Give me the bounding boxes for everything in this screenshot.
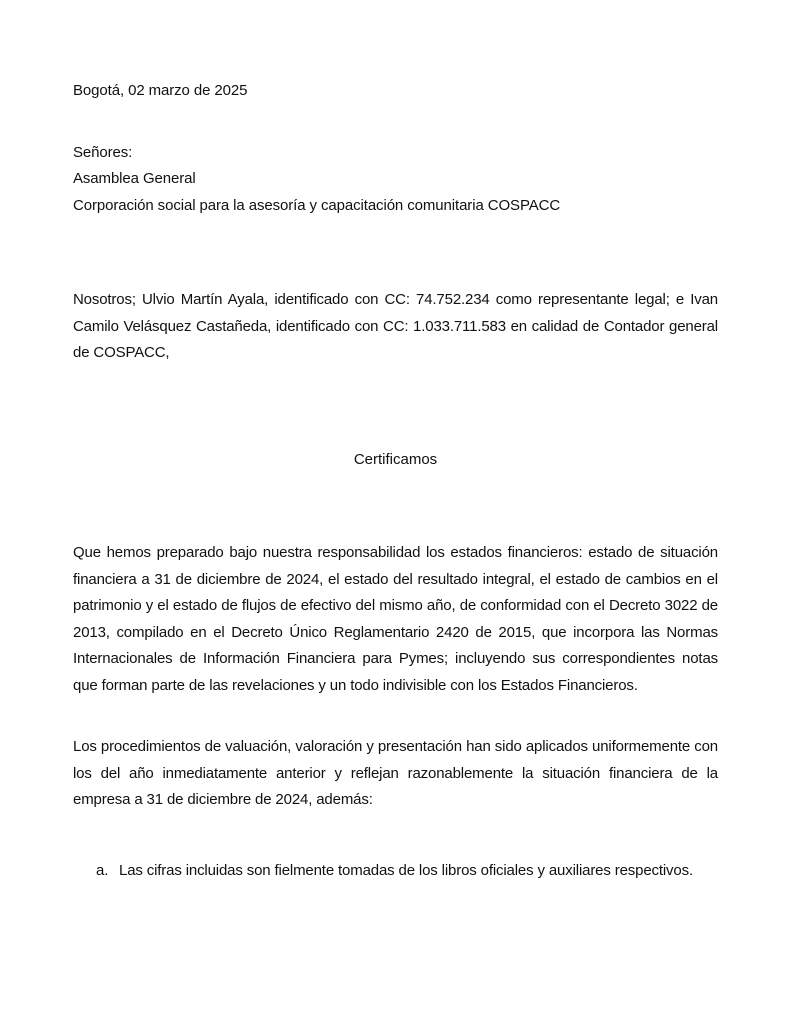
- recipient-salutation: Señores:: [73, 144, 133, 161]
- list-item: [96, 862, 693, 880]
- intro-paragraph: Nosotros; Ulvio Martín Ayala, identificado con CC: 74.752.234 como representante legal; e Ivan Camilo Velásquez Castañeda, identificado con CC: 1.033.711.583 en calidad de Contador general de COSPACC,: [73, 291, 718, 361]
- list-item-text: Las cifras incluidas son fielmente tomadas de los libros oficiales y auxiliares respectivos.: [119, 862, 693, 879]
- paragraph-financial-statements: Que hemos preparado bajo nuestra responsabilidad los estados financieros: estado de situación financiera a 31 de diciembre de 2024, el estado del resultado integral, el estado de cambios en el patrimonio y el estado de flujos de efectivo del mismo año, de conformidad con el Decreto 3022 de 2013, compilado en el Decreto Único Reglamentario 2420 de 2015, que incorpora las Normas Internacionales de Información Financiera para Pymes; incluyendo sus correspondientes notas que forman parte de las revelaciones y un todo indivisible con los Estados Financieros.: [73, 544, 718, 694]
- list-marker: a.: [96, 862, 109, 879]
- place-date: Bogotá, 02 marzo de 2025: [73, 82, 248, 99]
- certification-heading: Certificamos: [353, 451, 438, 468]
- recipient-line-1: Asamblea General: [73, 170, 196, 187]
- paragraph-procedures: Los procedimientos de valuación, valoración y presentación han sido aplicados uniformemente con los del año inmediatamente anterior y reflejan razonablemente la situación financiera de la empresa a 31 de diciembre de 2024, además:: [73, 738, 718, 808]
- recipient-line-2: Corporación social para la asesoría y capacitación comunitaria COSPACC: [73, 197, 561, 214]
